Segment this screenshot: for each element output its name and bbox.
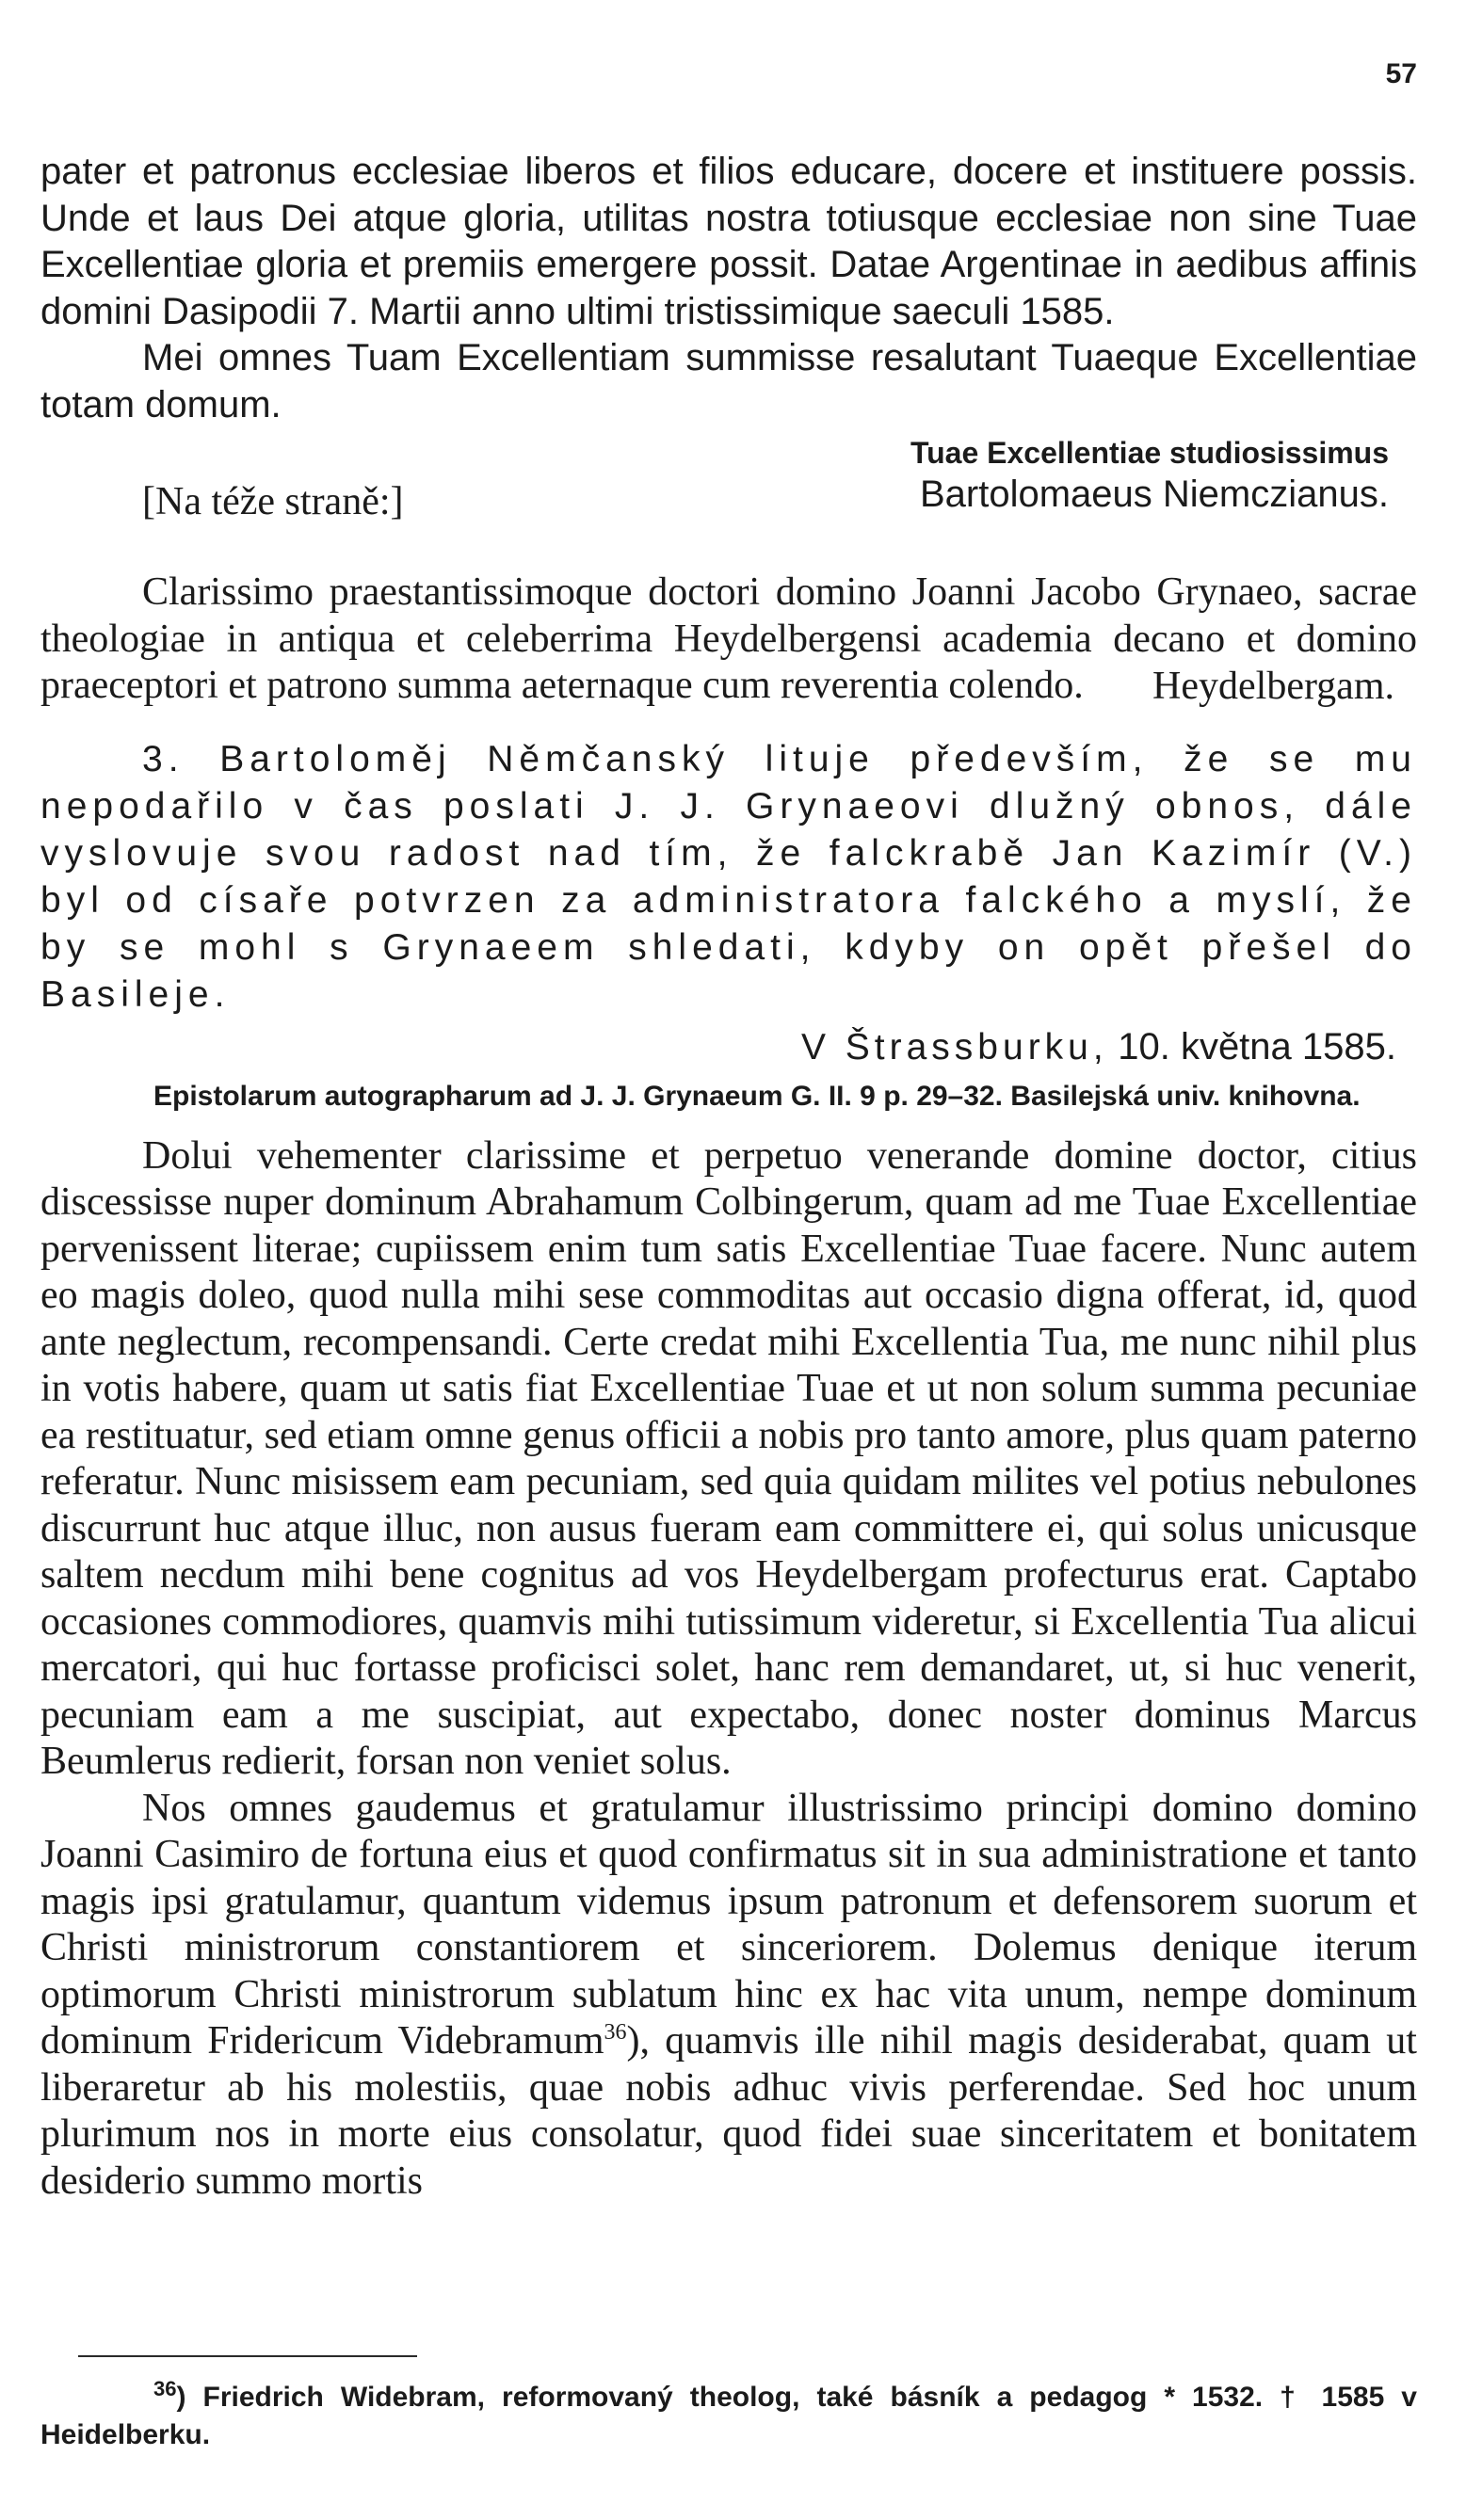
- footnotes: [40, 2355, 1417, 2454]
- spacer: [40, 524, 1417, 551]
- footnote-divider: [78, 2355, 417, 2357]
- footnote-mark: 36: [153, 2377, 177, 2400]
- date-line: [40, 1024, 1417, 1071]
- letter-closing-paragraph: pater et patronus ecclesiae liberos et filios educare, docere et instituere possis. Unde et laus Dei atque gloria, utilitas nostra totiusque ecclesiae non sine Tuae Excellentiae gloria et premiis emergere possit. Datae Argentinae in aedibus affinis domini Dasipodii 7. Martii anno ultimi tristissimique saeculi 1585.: [40, 151, 1417, 332]
- letter-paragraph-2-end: ), quamvis ille nihil magis desiderabat, quam ut liberaretur ab his molestiis, quae nobis adhuc vivis perferendae. Sed hoc unum plurimum nos in morte eius consolatur, quod fidei suae sinceritatem et bonitatem desiderio summo mortis: [40, 2019, 1417, 2203]
- source-citation: [40, 1079, 1417, 1115]
- letter-paragraph-2: [40, 1786, 1417, 2206]
- source-text: Epistolarum autographarum ad J. J. Grynaeum G. II. 9 p. 29–32. Basilejská univ. knihovna.: [153, 1080, 1361, 1112]
- spacer: [40, 710, 1417, 736]
- signature-closing: Tuae Excellentiae studiosissimus: [910, 436, 1389, 470]
- address-destination: Heydelbergam.: [1152, 664, 1394, 708]
- letter-paragraph-1: Dolui vehementer clarissime et perpetuo venerande domine doctor, citius discessisse nuper dominum Abrahamum Colbingerum, quam ad me Tuae Excellentiae pervenissent literae; cupiissem enim tum satis Excellentiae Tuae facere. Nunc autem eo magis doleo, quod nulla mihi sese commoditas aut occasio digna offerat, id, quod ante neglectum, recompensandi. Certe credat mihi Excellentia Tua, me nunc nihil plus in votis habere, quam ut satis fiat Excellentiae Tuae et ut non solum summa pecuniae ea restituatur, sed etiam omne genus officii a nobis pro tanto amore, plus quam paterno referatur. Nunc misissem eam pecuniam, sed quia quidam milites vel potius nebulones discurrunt huc atque illuc, non ausus fueram eam committere ei, qui solus unicusque saltem necdum mihi bene cognitus ad vos Heydelbergam profecturus erat. Captabo occasiones commodiores, quamvis mihi tutissimum videretur, si Excellentia Tua alicui mercatori, qui huc fortasse proficisci solet, hanc rem demandaret, ut, si huc venerit, pecuniam eam a me suscipiat, aut expectabo, donec noster dominus Marcus Beumlerus redierit, forsan non veniet solus.: [40, 1133, 1417, 1783]
- page-body: [40, 149, 1417, 2205]
- date-place: V Štrassburku,: [800, 1027, 1108, 1067]
- page-number: 57: [1385, 58, 1417, 89]
- date-value: 10. května 1585.: [1118, 1026, 1396, 1067]
- footnote-36: [40, 2370, 1417, 2454]
- address-text: Clarissimo praestantissimoque doctori domino Joanni Jacobo Grynaeo, sacrae theologiae in antiqua et celeberrima Heydelbergensi academia decano et domino praeceptori et patrono summa aeternaque cum reverentia colendo.: [40, 570, 1417, 707]
- letter-paragraph-2-start: Nos omnes gaudemus et gratulamur illustrissimo principi domino domino Joanni Casimiro de fortuna eius et quod confirmatus sit in sua administratione et tanto magis ipsi gratulamur, quantum videmus ipsum patronum et defensorem suorum et Christi ministrorum constantiorem et sinceriorem. Dolemus denique iterum optimorum Christi ministrorum sublatum hinc ex hac vita unum, nempe dominum dominum Fridericum Videbramum: [40, 1786, 1417, 2063]
- footnote-reference: 36: [604, 2020, 627, 2045]
- same-page-label: [Na téže straně:]: [142, 480, 404, 523]
- greeting-paragraph: Mei omnes Tuam Excellentiam summisse resalutant Tuaeque Excellentiae totam domum.: [40, 337, 1417, 425]
- signature-row: [40, 472, 1417, 524]
- footnote-text: ) Friedrich Widebram, reformovaný theolog, také básník a pedagog * 1532. † 1585 v Heidelberku.: [40, 2382, 1417, 2450]
- czech-summary-paragraph: 3. Bartoloměj Němčanský lituje především, že se mu nepodařilo v čas poslati J. J. Grynaeovi dlužný obnos, dále vyslovuje svou radost nad tím, že falckrabě Jan Kazimír (V.) byl od císaře potvrzen za administratora falckého a myslí, že by se mohl s Grynaeem shledati, kdyby on opět přešel do Basileje.: [40, 739, 1417, 1015]
- signature-name: Bartolomaeus Niemczianus.: [920, 474, 1389, 515]
